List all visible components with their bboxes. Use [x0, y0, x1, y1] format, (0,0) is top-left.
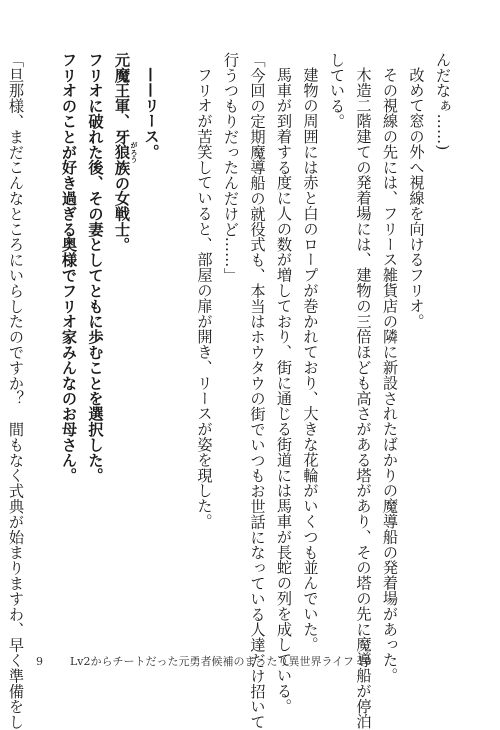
ruby-annotation: 狼 がろう — [113, 141, 138, 164]
text-line: 建物の周囲には赤と白のロープが巻かれており、大きな花輪がいくつも並んでいた。 — [301, 67, 320, 653]
character-name-line: ——リース。 — [142, 67, 161, 160]
text-line: している。 — [328, 52, 346, 129]
character-profile-line: 元魔王軍、牙狼 がろう族の女戦士。 — [113, 52, 138, 253]
text-line: 馬車が到着する度に人の数が増しており、街に通じる街道には馬車が長蛇の列を成している。 — [275, 67, 293, 714]
text-line: 改めて窓の外へ視線を向けるフリオ。 — [407, 67, 426, 329]
page-number: 9 — [36, 655, 43, 668]
character-profile-line: フリオに破れた後、その妻としてともに歩むことを選択した。 — [86, 52, 105, 484]
dialogue-line: 「今回の定期魔導船の就役式も、本当はホウタウの街でいつもお世話になっている人達だけ招いて — [248, 52, 267, 730]
dialogue-line: 行うつもりだったんだけど……」 — [222, 52, 240, 283]
text-line: その視線の先には、フリース雑貨店の隣に新設されたばかりの魔導船の発着場があった。 — [381, 67, 399, 683]
text-line: んだなぁ……) — [434, 52, 452, 151]
dialogue-line: 「旦那様、まだこんなところにいらしたのですか？ 間もなく式典が始まりますわ、早く準備をし — [7, 52, 25, 730]
page-footer — [36, 653, 371, 669]
book-title: Lv2からチートだった元勇者候補のまったり異世界ライフ 10 — [70, 655, 372, 668]
character-profile-line: フリオのことが好き過ぎる奥様でフリオ家みんなのお母さん。 — [60, 52, 78, 484]
text-line: フリオが苦笑していると、部屋の扉が開き、リースが姿を現した。 — [195, 67, 214, 529]
text-line: 木造二階建ての発着場には、建物の三倍ほども高さがある塔があり、その塔の先に魔導船が停泊 — [354, 67, 373, 730]
